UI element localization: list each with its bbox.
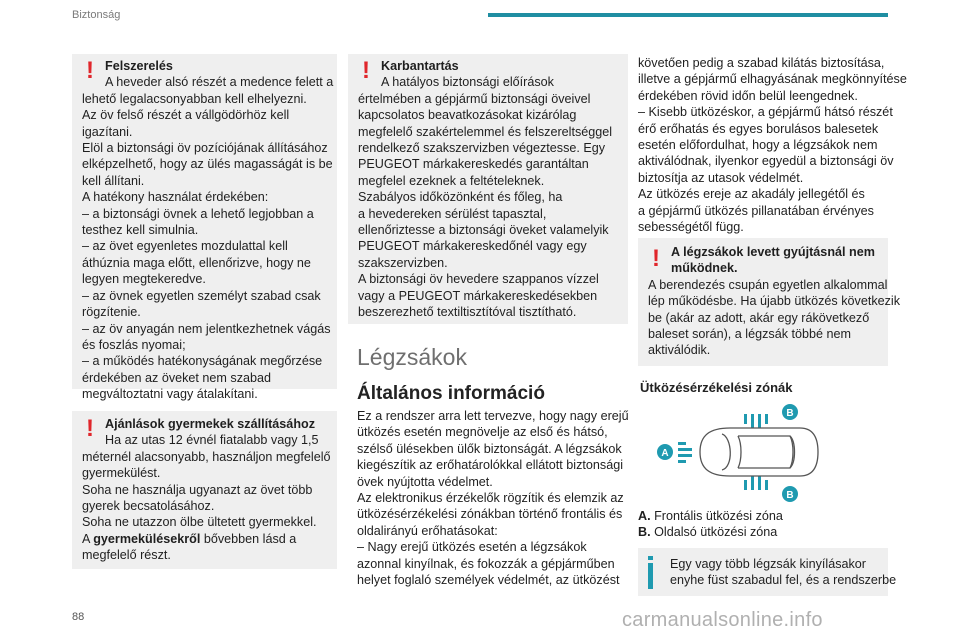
crash-zone-diagram [652,402,822,502]
box-line: PEUGEOT márkakereskedőnél vagy egy [358,239,587,254]
subsection-title-general: Általános információ [357,383,545,404]
box-title: Felszerelés [105,59,173,73]
text-line: érő erőhatás és egyes borulásos balesetek [638,121,879,136]
text-line: Az elektronikus érzékelők rögzítik és elemzik az [357,491,624,506]
box-line: A berendezés csupán egyetlen alkalommal [648,277,888,292]
text-line: illetve a gépjármű elhagyásának megkönnyítése [638,72,907,87]
text-line: Az ütközés ereje az akadály jellegétől és [638,187,865,202]
box-title: működnek. [671,261,738,276]
info-icon [648,563,653,589]
side-zone-bottom-arrows [744,476,768,490]
box-title: A légzsákok levett gyújtásnál nem [671,245,875,259]
box-line: A hatékony használat érdekében: [82,190,269,205]
box-line: rögzítenie. [82,305,141,320]
continued-text [638,55,907,235]
box-line: gyermekülést. [82,466,161,481]
text-line: aktiválódnak, ilyenkor egyedül a biztonsági öv [638,154,894,169]
box-line: érdekében az öveket nem szabad [82,370,272,385]
text-line: övek nyújtotta védelmet. [357,474,493,489]
box-line: áthúznia maga előtt, ellenőrizve, hogy ne [82,255,311,270]
box-line: elképzelhető, hogy az ülés magasságát is be [82,157,333,172]
box-line: Egy vagy több légzsák kinyílásakor [670,557,867,571]
text-line: helyet foglaló személyek védelmét, az ütközést [357,573,620,588]
text-line: oldalirányú erőhatásokat: [357,523,498,538]
watermark: carmanualsonline.info [622,609,823,631]
box-line: kell állítani. [82,173,145,188]
box-line: értelmében a gépjármű biztonsági öveivel [358,91,591,106]
box-line: beszerezhető textiltisztítóval tisztítható. [358,305,577,320]
child-seats-reference: gyermekülésekről [93,531,201,546]
subsection-title-crash-zones: Ütközésérzékelési zónák [640,380,793,395]
warning-icon: ! [86,415,94,442]
warning-box-ignition-off [638,238,901,366]
diagram-legend [638,508,783,541]
box-line: Az öv felső részét a vállgödörhöz kell [82,108,290,123]
text-line: követően pedig a szabad kilátás biztosítása, [638,56,885,70]
box-line: lép működésbe. Ha újabb ütközés következik [648,294,901,309]
box-line: – a biztonsági övnek a lehető legjobban a [82,206,314,221]
box-line: – az öv anyagán nem jelentkezhetnek vágás [82,321,331,336]
box-title: Karbantartás [381,59,459,73]
box-line: rendelkező szakszervizben végeztesse. Egy [358,141,606,156]
section-title-airbags: Légzsákok [357,344,467,370]
text-line: Ez a rendszer arra lett tervezve, hogy nagy erejű [357,409,629,423]
box-line: megfelelő részt. [82,548,171,563]
section-header: Biztonság [72,9,121,21]
text-line: a gépjármű ütközés pillanatában érvényes [638,203,874,218]
box-line: szakszervizben. [358,255,448,270]
box-line: legyen megtekeredve. [82,272,206,287]
box-line: – az övet egyenletes mozdulattal kell [82,239,288,254]
svg-text:A: A [661,448,669,459]
box-line: Soha ne használja ugyanazt az övet több [82,482,313,497]
text-line: szélső ülésekben ülők biztonságát. A légzsákok [357,441,622,456]
legend-item-b: B. Oldalsó ütközési zóna [638,525,778,540]
box-line: Elöl a biztonsági öv pozíciójának állításához [82,141,328,156]
text-line: biztosítja az utasok védelmét. [638,170,804,185]
zone-marker-b-bottom [782,486,798,502]
box-line: Soha ne utazzon ölbe ültetett gyermekkel. [82,515,317,530]
box-title: Ajánlások gyermekek szállításához [105,417,315,431]
zone-marker-b-top [782,404,798,420]
warning-icon: ! [652,245,660,272]
box-line: vagy a PEUGEOT márkakereskedésekben [358,288,598,303]
box-line: kapcsolatos beavatkozásokat kizárólag [358,108,577,123]
box-line: gyerek becsatolásához. [82,499,215,514]
text-line: – Kisebb ütközéskor, a gépjármű hátsó részét [638,105,893,120]
text-line: érdekében rövid időn belül leengednek. [638,88,858,103]
box-line: megváltoztatni vagy átalakítani. [82,387,258,402]
svg-text:B: B [786,408,794,419]
box-line: megfelel ezeknek a feltételeknek. [358,173,545,188]
box-line: aktiválódik. [648,343,711,358]
legend-item-a: A. Frontális ütközési zóna [638,509,783,523]
box-line: A biztonsági öv hevedere szappanos vízzel [358,272,599,287]
warning-box-installation [72,54,337,402]
text-line: ütközés esetén megnövelje az első és hátsó, [357,425,608,440]
box-line: PEUGEOT márkakereskedés garantáltan [358,157,589,172]
box-line: igazítani. [82,124,133,139]
box-line: a hevedereken sérülést tapasztal, [358,206,547,221]
text-line: azonnal kinyílnak, és fokozzák a gépjárműben [357,556,615,571]
box-line: és foszlás nyomai; [82,337,186,352]
box-line-reference: A gyermekülésekről bővebben lásd a [82,531,297,546]
box-line: A heveder alsó részét a medence felett a [105,75,334,90]
box-line: enyhe füst szabadul fel, és a rendszerbe [670,573,897,588]
text-line: sebességétől függ. [638,220,744,235]
box-line: be (akár az adott, akár egy rákövetkező [648,310,870,325]
box-line: Szabályos időközönként és főleg, ha [358,190,563,205]
warning-icon: ! [362,57,370,84]
box-line: megfelelő szakértelemmel és felszereltséggel [358,124,613,139]
svg-text:B: B [786,490,794,501]
side-zone-top-arrows [744,414,768,428]
box-line: baleset során), a légzsák többé nem [648,327,852,342]
text-line: esetén előfordulhat, hogy a légzsákok nem [638,138,878,153]
page-number: 88 [72,611,85,623]
warning-icon: ! [86,57,94,84]
box-line: ellenőriztesse a biztonsági öveket valamelyik [358,223,609,238]
car-top-view [700,428,818,476]
header-accent-bar [488,13,888,17]
general-info-text [357,408,629,588]
box-line: testhez kell simulnia. [82,223,199,238]
box-line: – a működés hatékonyságának megőrzése [82,354,323,369]
warning-box-maintenance [348,54,628,324]
box-line: méternél alacsonyabb, használjon megfelelő [82,449,331,464]
text-line: kiegészítik az erőhatárolókkal ellátott biztonsági [357,458,624,473]
box-line: Ha az utas 12 évnél fiatalabb vagy 1,5 [105,433,319,448]
box-line: A hatályos biztonsági előírások [381,75,554,90]
frontal-zone-arrows [678,442,692,463]
text-line: – Nagy erejű ütközés esetén a légzsákok [357,540,587,555]
box-line: lehető legalacsonyabban kell elhelyezni. [82,91,307,106]
box-line: – az övnek egyetlen személyt szabad csak [82,288,321,303]
info-box-smoke [638,548,897,596]
warning-box-children [72,411,337,569]
text-line: ütközésérzékelési zónákban történő frontális és [357,507,623,522]
zone-marker-a [657,444,673,460]
